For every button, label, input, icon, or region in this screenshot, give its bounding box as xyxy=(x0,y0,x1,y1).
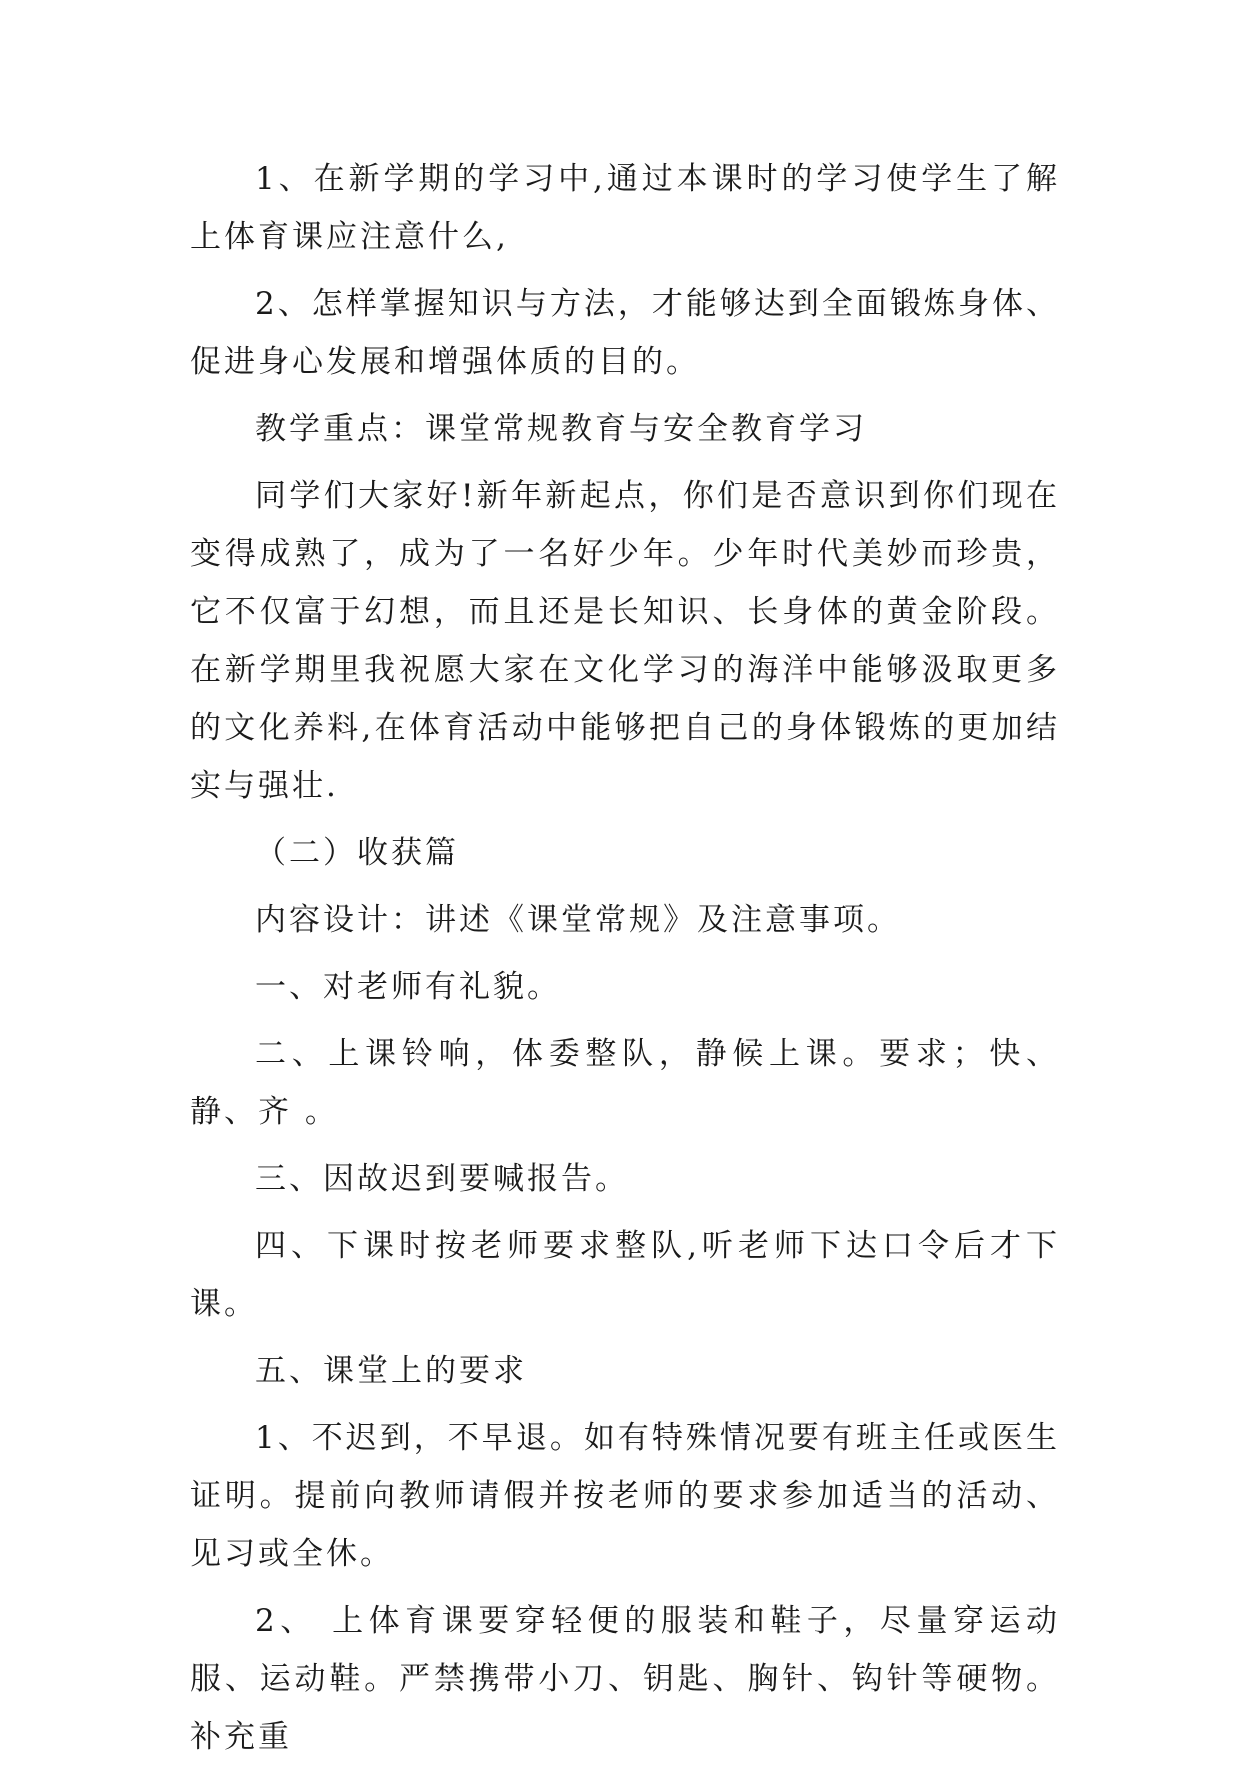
requirement-2: 2、 上体育课要穿轻便的服装和鞋子，尽量穿运动服、运动鞋。严禁携带小刀、钥匙、胸针、钩针等硬物。补充重 xyxy=(190,1603,1060,1755)
section-heading-harvest: （二）收获篇 xyxy=(255,835,459,871)
rule-item-1: 一、对老师有礼貌。 xyxy=(255,969,561,1005)
paragraph-objective-1: 1、在新学期的学习中,通过本课时的学习使学生了解上体育课应注意什么, xyxy=(190,161,1060,255)
rule-item-3: 三、因故迟到要喊报告。 xyxy=(255,1161,629,1197)
paragraph-teaching-focus: 教学重点：课堂常规教育与安全教育学习 xyxy=(255,411,867,447)
rule-item-4: 四、下课时按老师要求整队,听老师下达口令后才下课。 xyxy=(190,1228,1060,1322)
paragraph-greeting: 同学们大家好!新年新起点，你们是否意识到你们现在变得成熟了，成为了一名好少年。少年时代美妙而珍贵，它不仅富于幻想，而且还是长知识、长身体的黄金阶段。在新学期里我祝愿大家在文化学习的海洋中能够汲取更多的文化养料,在体育活动中能够把自己的身体锻炼的更加结实与强壮. xyxy=(190,478,1060,804)
paragraph-objective-2: 2、怎样掌握知识与方法，才能够达到全面锻炼身体、促进身心发展和增强体质的目的。 xyxy=(190,286,1060,380)
rule-item-5: 五、课堂上的要求 xyxy=(255,1353,527,1389)
requirement-1: 1、不迟到，不早退。如有特殊情况要有班主任或医生证明。提前向教师请假并按老师的要求参加适当的活动、见习或全休。 xyxy=(190,1420,1060,1572)
rule-item-2: 二、上课铃响，体委整队，静候上课。要求；快、静、齐 。 xyxy=(190,1036,1060,1130)
paragraph-content-design: 内容设计：讲述《课堂常规》及注意事项。 xyxy=(255,902,901,938)
document-page xyxy=(190,150,1060,1775)
